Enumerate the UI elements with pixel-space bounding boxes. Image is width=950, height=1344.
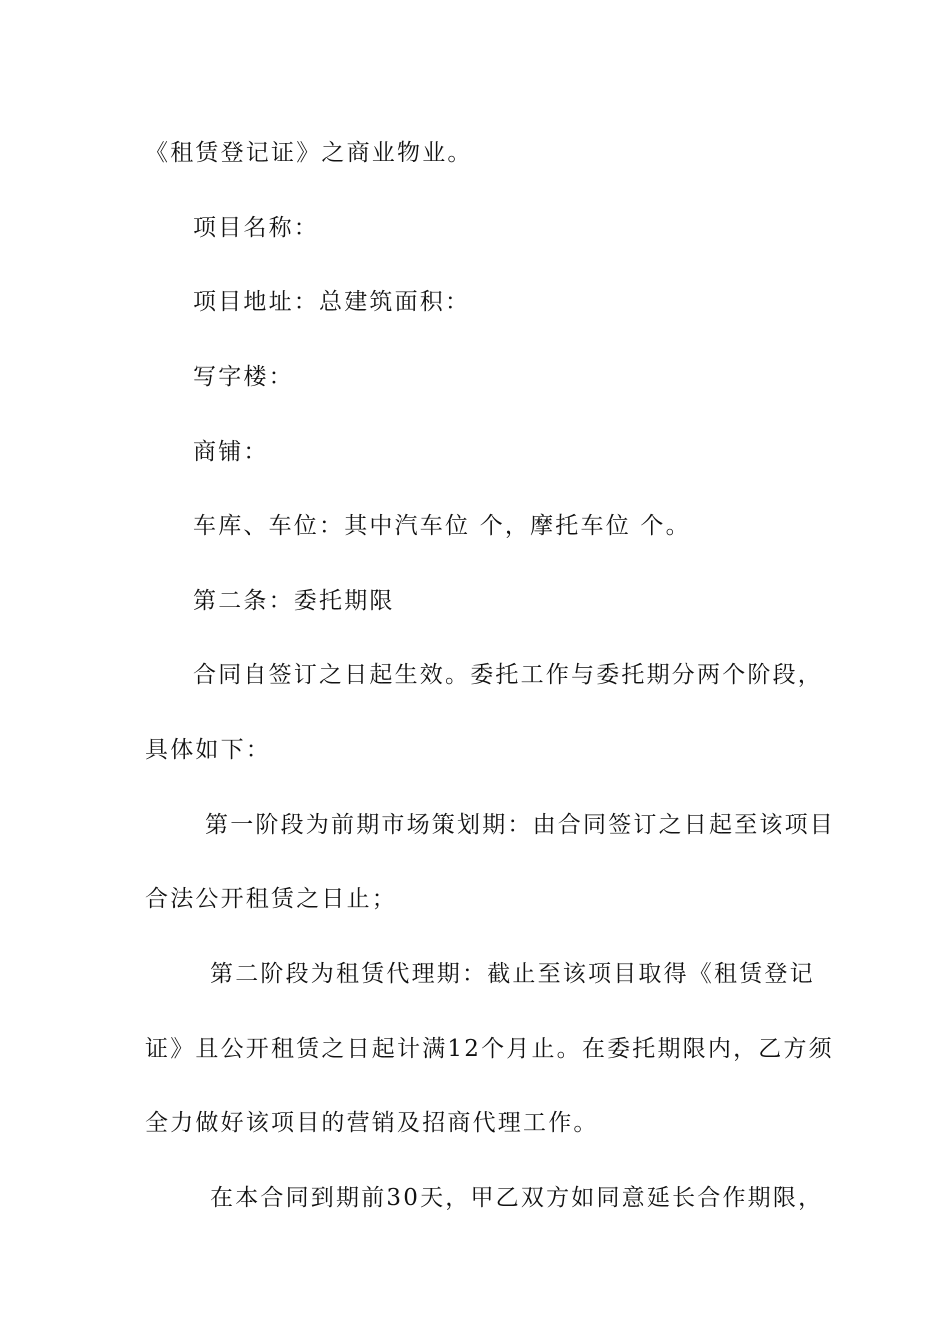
- project-address-line: 项目地址：总建筑面积：: [193, 289, 471, 315]
- shops-line: 商铺：: [193, 439, 269, 465]
- stage-two-line-2: 证》且公开租赁之日起计满12个月止。在委托期限内，乙方须: [145, 1036, 834, 1062]
- text-line-1: 《租赁登记证》之商业物业。: [145, 140, 473, 166]
- section-heading-entrust-period: 第二条：委托期限: [193, 588, 395, 614]
- office-building-line: 写字楼：: [193, 364, 294, 390]
- stage-two-line-3: 全力做好该项目的营销及招商代理工作。: [145, 1110, 599, 1136]
- stage-two-line-1: 第二阶段为租赁代理期：截止至该项目取得《租赁登记: [210, 961, 815, 987]
- paragraph-line-2: 具体如下：: [145, 737, 271, 763]
- parking-line: 车库、车位：其中汽车位 个，摩托车位 个。: [193, 513, 691, 539]
- paragraph-line-1: 合同自签订之日起生效。委托工作与委托期分两个阶段，: [193, 662, 823, 688]
- stage-one-line-1: 第一阶段为前期市场策划期：由合同签订之日起至该项目: [205, 812, 835, 838]
- extension-line: 在本合同到期前30天，甲乙双方如同意延长合作期限，: [210, 1185, 824, 1211]
- project-name-line: 项目名称：: [193, 215, 319, 241]
- stage-one-line-2: 合法公开租赁之日止；: [145, 886, 397, 912]
